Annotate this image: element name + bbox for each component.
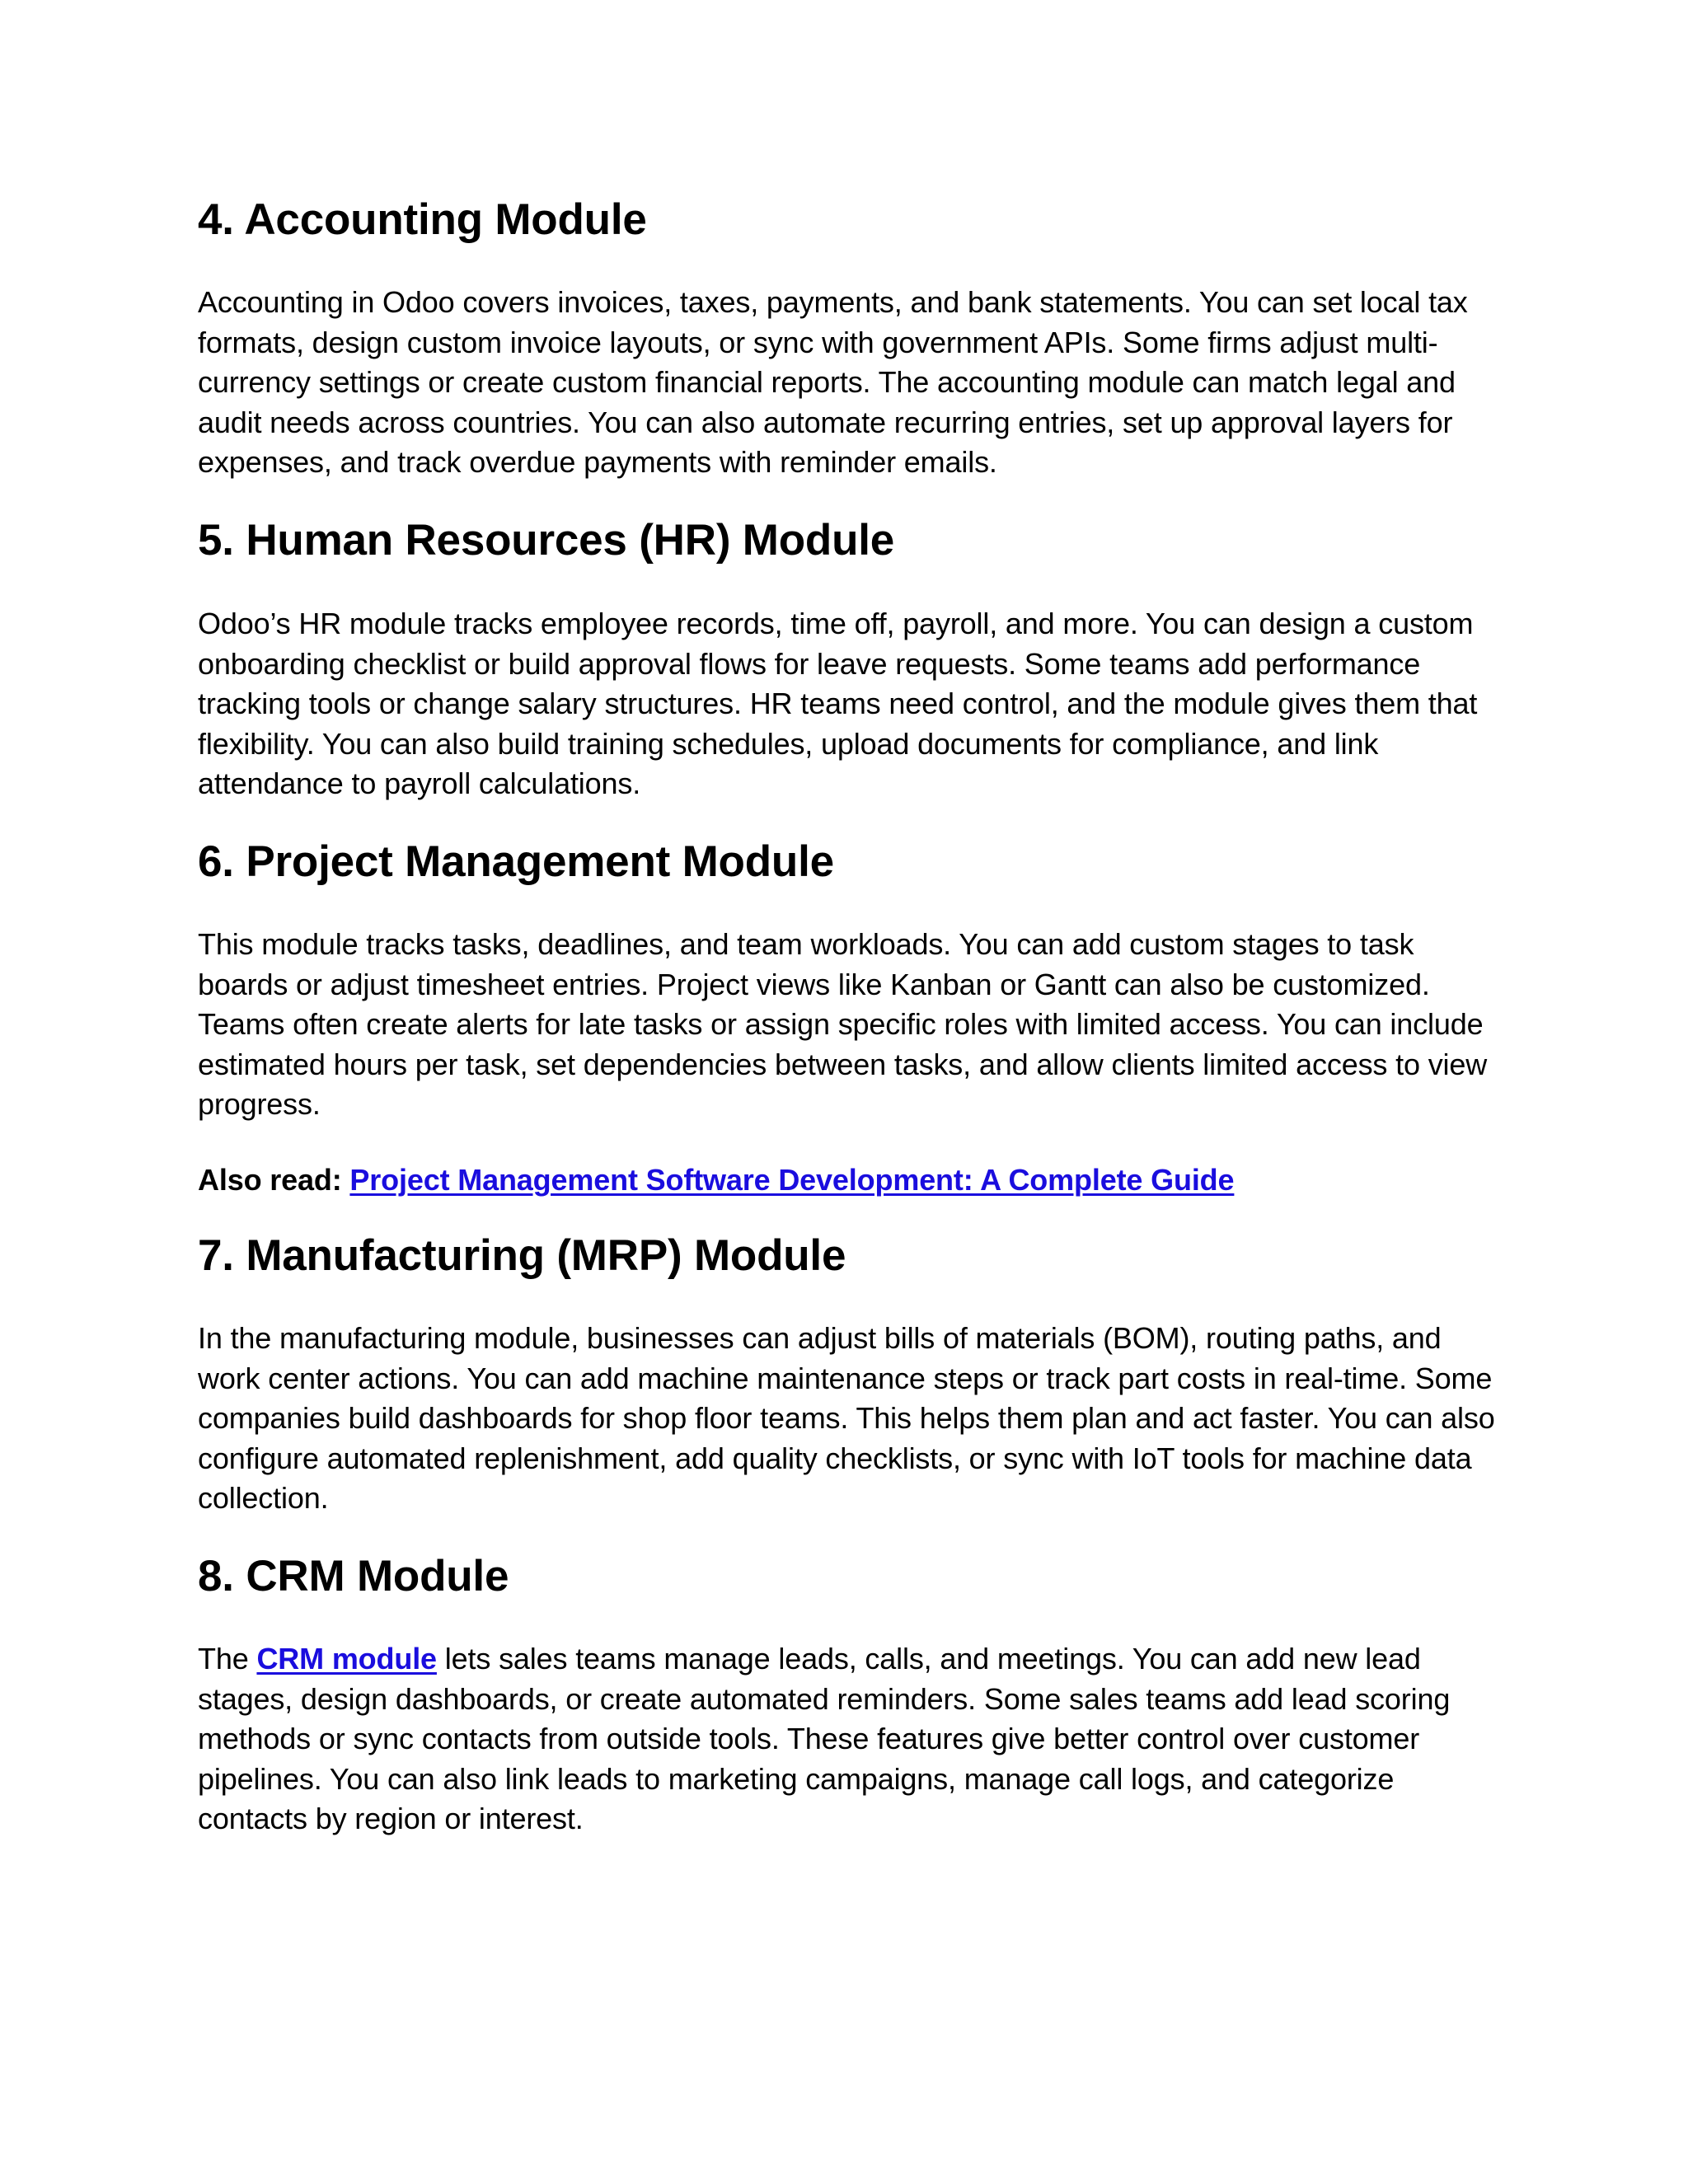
crm-paragraph-suffix: lets sales teams manage leads, calls, and meetings. You can add new lead stages, design dashboards, or create automated reminders. Some sales teams add lead scoring methods or sync contacts from outside tools. These features give better control over customer pipelines. You can also link leads to marketing campaigns, manage call logs, and categorize contacts by region or interest.: [198, 1642, 1451, 1835]
heading-project-management-module: 6. Project Management Module: [198, 837, 834, 886]
paragraph-manufacturing-module: In the manufacturing module, businesses can adjust bills of materials (BOM), routing paths, and work center actions. You can add machine maintenance steps or track part costs in real-time. Some companies build dashboards for shop floor teams. This helps them plan and act faster. You can also configure automated replenishment, add quality checklists, or sync with IoT tools for machine data collection.: [198, 1321, 1495, 1515]
paragraph-hr-module: Odoo’s HR module tracks employee records, time off, payroll, and more. You can design a custom onboarding checklist or build approval flows for leave requests. Some teams add performance tracking tools or change salary structures. HR teams need control, and the module gives them that flexibility. You can also build training schedules, upload documents for compliance, and link attendance to payroll calculations.: [198, 607, 1478, 800]
paragraph-accounting-module: Accounting in Odoo covers invoices, taxes, payments, and bank statements. You can set local tax formats, design custom invoice layouts, or sync with government APIs. Some firms adjust multi-currency settings or create custom financial reports. The accounting module can match legal and audit needs across countries. You can also automate recurring entries, set up approval layers for expenses, and track overdue payments with reminder emails.: [198, 285, 1468, 479]
also-read-link[interactable]: Project Management Software Development: A Complete Guide: [349, 1163, 1235, 1197]
heading-crm-module: 8. CRM Module: [198, 1552, 509, 1601]
also-read-label: Also read:: [198, 1163, 350, 1197]
paragraph-project-management-module: This module tracks tasks, deadlines, and team workloads. You can add custom stages to task boards or adjust timesheet entries. Project views like Kanban or Gantt can also be customized. Teams often create alerts for late tasks or assign specific roles with limited access. You can include estimated hours per task, set dependencies between tasks, and allow clients limited access to view progress.: [198, 927, 1488, 1121]
heading-accounting-module: 4. Accounting Module: [198, 195, 647, 244]
heading-manufacturing-module: 7. Manufacturing (MRP) Module: [198, 1231, 846, 1280]
heading-hr-module: 5. Human Resources (HR) Module: [198, 516, 895, 565]
crm-paragraph-prefix: The: [198, 1642, 257, 1675]
crm-module-link[interactable]: CRM module: [256, 1642, 437, 1675]
also-read-line: [198, 1160, 1500, 1201]
paragraph-crm-module: [198, 1639, 1500, 1840]
